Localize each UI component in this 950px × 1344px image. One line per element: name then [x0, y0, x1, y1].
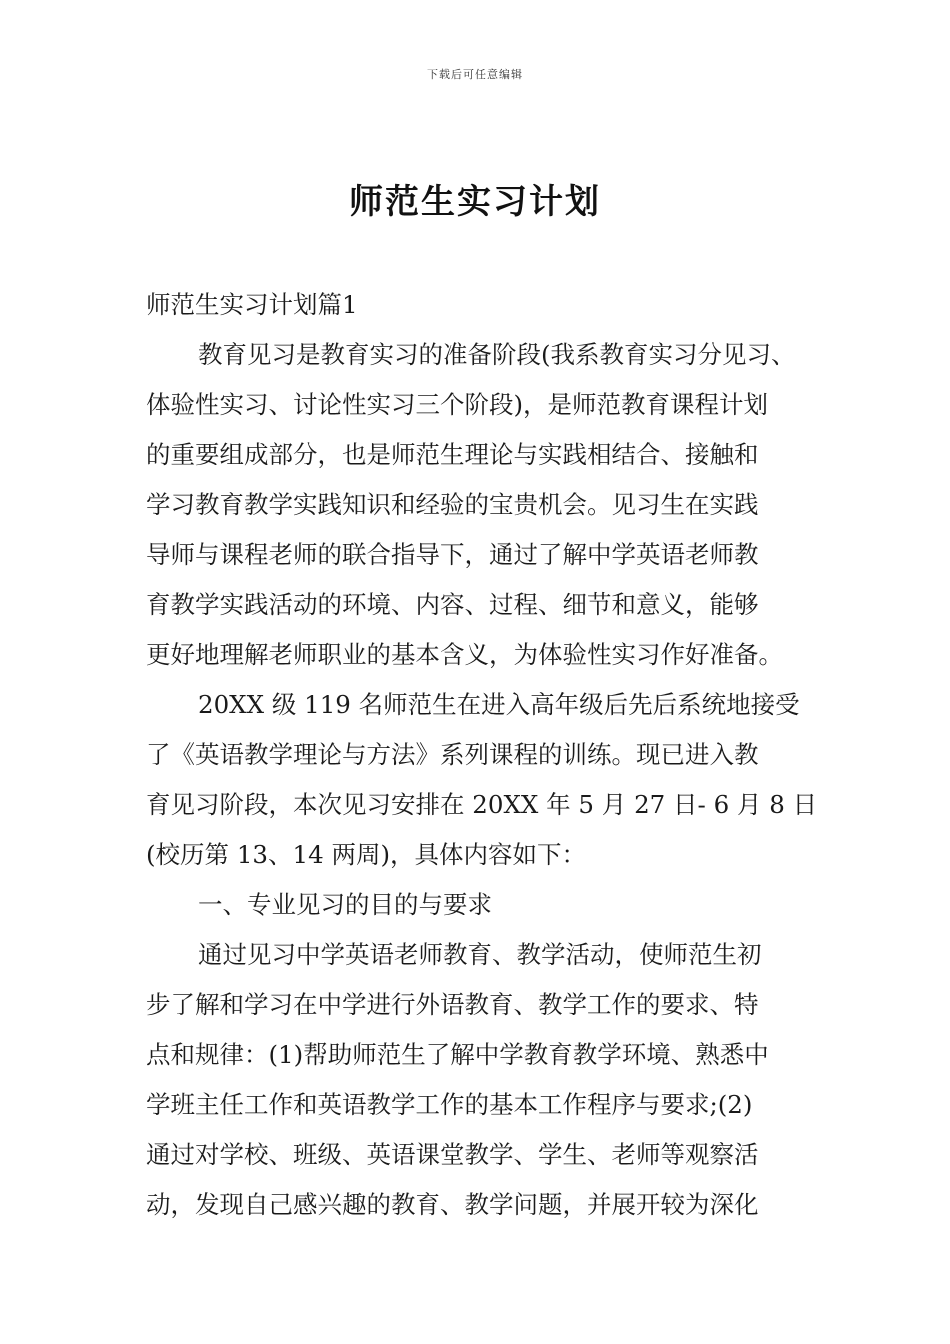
text-line: 教育见习是教育实习的准备阶段(我系教育实习分见习、 [198, 340, 796, 369]
text-line: 育教学实践活动的环境、内容、过程、细节和意义，能够 [146, 590, 759, 619]
text-line: 了《英语教学理论与方法》系列课程的训练。现已进入教 [146, 740, 759, 769]
text-line: 20XX 级 119 名师范生在进入高年级后先后系统地接受 [198, 690, 800, 719]
text-line: 一、专业见习的目的与要求 [198, 890, 492, 919]
text-line: 动，发现自己感兴趣的教育、教学问题，并展开较为深化 [146, 1190, 759, 1219]
text-line: 更好地理解老师职业的基本含义，为体验性实习作好准备。 [146, 640, 783, 669]
text-line: 点和规律：(1)帮助师范生了解中学教育教学环境、熟悉中 [146, 1040, 769, 1069]
text-line: 学班主任工作和英语教学工作的基本工作程序与要求;(2) [146, 1090, 753, 1119]
text-line: 的重要组成部分，也是师范生理论与实践相结合、接触和 [146, 440, 759, 469]
text-line: 步了解和学习在中学进行外语教育、教学工作的要求、特 [146, 990, 759, 1019]
text-line: 导师与课程老师的联合指导下，通过了解中学英语老师教 [146, 540, 759, 569]
text-line: 学习教育教学实践知识和经验的宝贵机会。见习生在实践 [146, 490, 759, 519]
text-line: 通过对学校、班级、英语课堂教学、学生、老师等观察活 [146, 1140, 759, 1169]
text-line: 育见习阶段，本次见习安排在 20XX 年 5 月 27 日- 6 月 8 日 [146, 790, 818, 819]
text-line: 通过见习中学英语老师教育、教学活动，使师范生初 [198, 940, 762, 969]
header-note: 下载后可任意编辑 [427, 68, 523, 81]
section-heading: 师范生实习计划篇1 [146, 290, 358, 319]
document-title: 师范生实习计划 [349, 182, 601, 222]
paragraph-lines [146, 330, 836, 1230]
text-line: (校历第 13、14 两周)，具体内容如下： [146, 840, 587, 869]
text-line: 体验性实习、讨论性实习三个阶段)，是师范教育课程计划 [146, 390, 769, 419]
document-body [146, 280, 836, 1230]
